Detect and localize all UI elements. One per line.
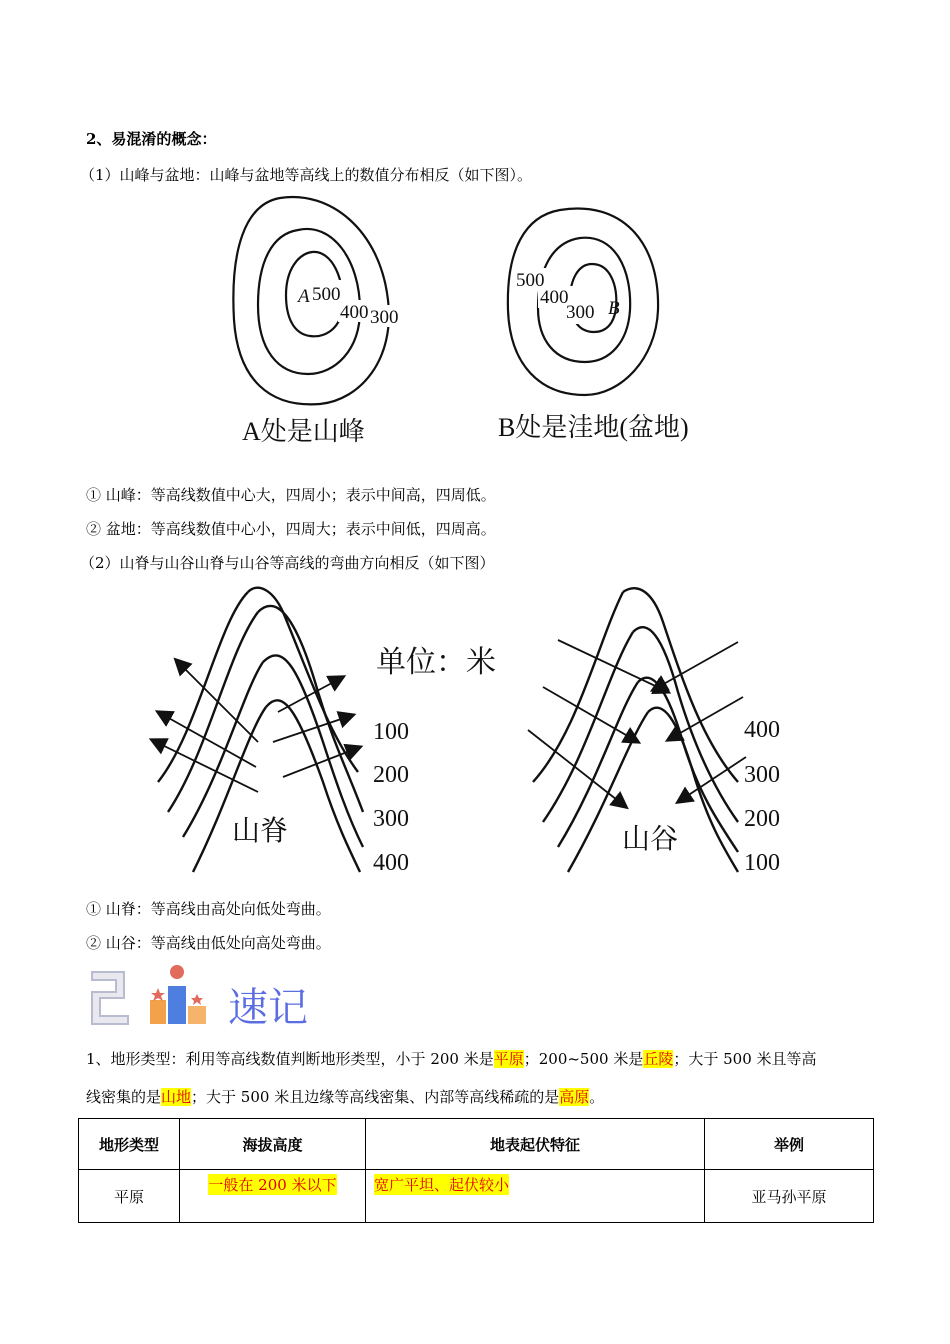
section-heading: 2、易混淆的概念： [86, 130, 217, 148]
table-header-row [79, 1119, 874, 1170]
ridge-text: ① 山脊：等高线由高处向低处弯曲。 [86, 900, 331, 918]
cell-altitude [180, 1170, 366, 1223]
quick-p2-c: 。 [589, 1088, 605, 1106]
valley-caption: 山谷 [622, 824, 679, 855]
header-altitude: 海拔高度 [180, 1119, 366, 1170]
b-caption: B处是洼地(盆地) [498, 413, 689, 442]
b-500: 500 [516, 270, 545, 291]
cell-example: 亚马孙平原 [705, 1170, 874, 1223]
number-two-icon [88, 964, 132, 1026]
a-300: 300 [370, 307, 399, 328]
quick-p1-b: ；200~500 米是 [523, 1050, 644, 1068]
hl-plain: 平原 [493, 1050, 524, 1068]
podium-trophy-icon [146, 962, 212, 1026]
valley-300: 300 [744, 762, 780, 788]
ridge-valley-figure [148, 582, 808, 882]
item1-text: （1）山峰与盆地：山峰与盆地等高线上的数值分布相反（如下图）。 [80, 166, 533, 184]
b-400: 400 [540, 287, 569, 308]
quick-notes-banner [88, 962, 328, 1032]
quick-p1-c: ；大于 500 米且等高 [673, 1050, 817, 1068]
table-row [79, 1170, 874, 1223]
a-label: A [298, 286, 310, 307]
landform-table [78, 1118, 874, 1223]
feature-highlight: 宽广平坦、起伏较小 [374, 1176, 510, 1194]
hl-mountain: 山地 [161, 1088, 192, 1106]
valley-400: 400 [744, 717, 780, 743]
cell-feature [366, 1170, 705, 1223]
valley-text: ② 山谷：等高线由低处向高处弯曲。 [86, 934, 331, 952]
header-type: 地形类型 [79, 1119, 180, 1170]
quick-para-line2 [86, 1086, 604, 1107]
b-label: B [608, 298, 620, 319]
ridge-400: 400 [373, 850, 409, 876]
banner-title: 速记 [228, 985, 308, 1031]
b-300: 300 [566, 302, 595, 323]
quick-para-line1 [86, 1048, 817, 1069]
valley-200: 200 [744, 806, 780, 832]
a-caption: A处是山峰 [242, 417, 365, 446]
ridge-200: 200 [373, 762, 409, 788]
ridge-100: 100 [373, 719, 409, 745]
valley-100: 100 [744, 850, 780, 876]
quick-p1-a: 1、地形类型：利用等高线数值判断地形类型，小于 200 米是 [86, 1050, 494, 1068]
hl-hill: 丘陵 [643, 1050, 674, 1068]
unit-label: 单位：米 [376, 646, 496, 679]
hl-plateau: 高原 [559, 1088, 590, 1106]
header-example: 举例 [705, 1119, 874, 1170]
quick-p2-b: ；大于 500 米且边缘等高线密集、内部等高线稀疏的是 [191, 1088, 560, 1106]
header-feature: 地表起伏特征 [366, 1119, 705, 1170]
a-500: 500 [312, 284, 341, 305]
peak-basin-figure [220, 190, 740, 450]
altitude-highlight: 一般在 200 米以下 [208, 1176, 337, 1194]
item2-text: （2）山脊与山谷山脊与山谷等高线的弯曲方向相反（如下图） [80, 554, 495, 572]
ridge-300: 300 [373, 806, 409, 832]
quick-p2-a: 线密集的是 [86, 1088, 162, 1106]
peak-text: ① 山峰：等高线数值中心大，四周小；表示中间高，四周低。 [86, 486, 496, 504]
cell-type: 平原 [79, 1170, 180, 1223]
a-400: 400 [340, 302, 369, 323]
ridge-caption: 山脊 [232, 816, 289, 847]
basin-text: ② 盆地：等高线数值中心小，四周大；表示中间低，四周高。 [86, 520, 496, 538]
